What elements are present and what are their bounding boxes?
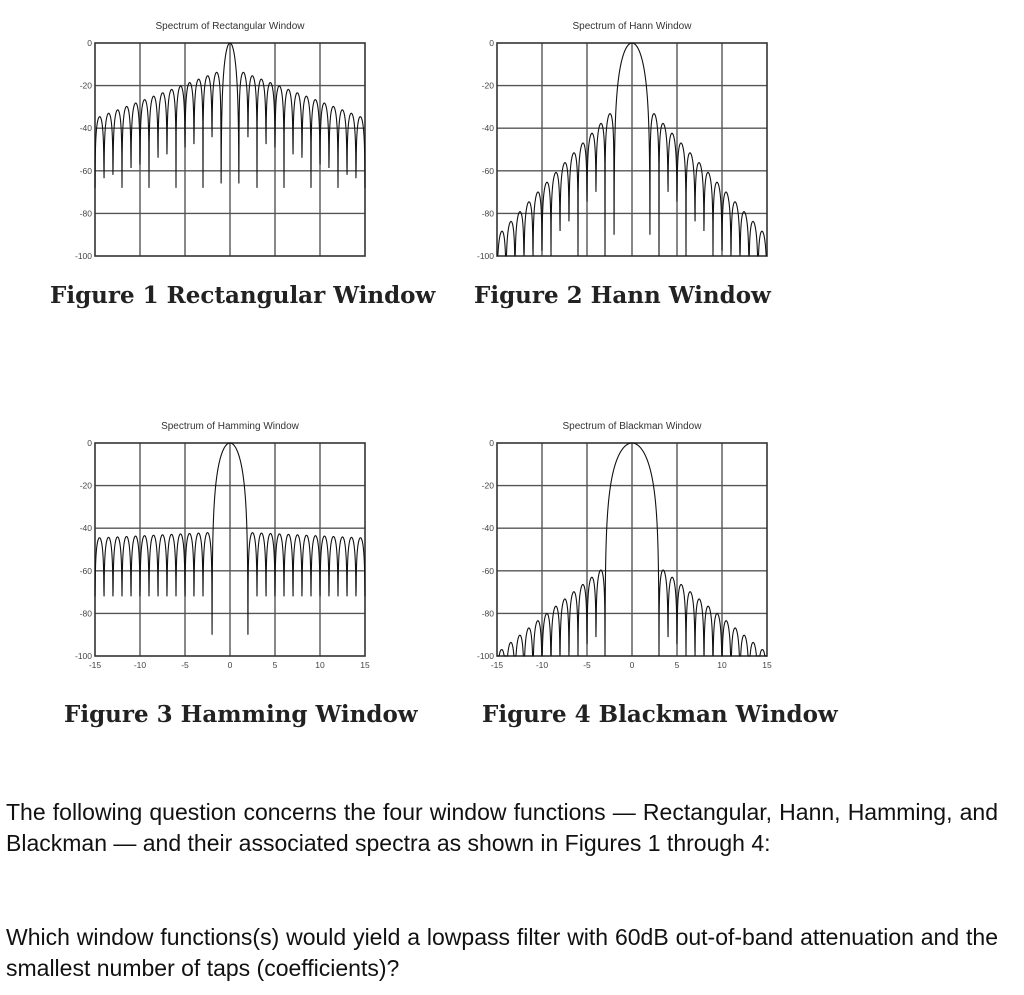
y-tick-label: 0 xyxy=(489,438,494,448)
question-prompt: Which window functions(s) would yield a lowpass filter with 60dB out-of-band attenuation and the smallest number of taps (coefficients)? xyxy=(6,924,998,981)
x-tick-label: -5 xyxy=(583,660,591,670)
x-tick-label: 5 xyxy=(272,660,278,670)
y-tick-label: -40 xyxy=(79,523,92,534)
y-tick-label: 0 xyxy=(87,38,92,48)
y-tick-label: -20 xyxy=(79,80,92,91)
y-tick-label: -100 xyxy=(74,651,92,661)
chart-title: Spectrum of Rectangular Window xyxy=(155,21,305,32)
chart-title: Spectrum of Hamming Window xyxy=(161,421,299,432)
x-tick-label: 15 xyxy=(360,660,370,670)
chart-title: Spectrum of Hann Window xyxy=(572,21,692,32)
y-tick-label: -20 xyxy=(79,480,92,491)
x-tick-label: 0 xyxy=(629,660,635,670)
y-tick-label: -40 xyxy=(481,123,494,134)
figure-2-caption: Figure 2 Hann Window xyxy=(474,282,771,309)
x-tick-label: -15 xyxy=(490,660,504,670)
y-tick-label: -80 xyxy=(79,208,92,219)
x-tick-label: -10 xyxy=(535,660,549,670)
figure-3-caption: Figure 3 Hamming Window xyxy=(64,701,418,728)
y-tick-label: -60 xyxy=(79,165,92,176)
x-tick-label: 5 xyxy=(674,660,680,670)
x-tick-label: -5 xyxy=(181,660,189,670)
y-tick-label: -80 xyxy=(481,208,494,219)
y-tick-label: -60 xyxy=(79,565,92,576)
y-tick-label: 0 xyxy=(87,438,92,448)
y-tick-label: -60 xyxy=(481,165,494,176)
y-tick-label: -100 xyxy=(476,651,494,661)
y-tick-label: -20 xyxy=(481,480,494,491)
y-tick-label: -40 xyxy=(481,523,494,534)
x-tick-label: 15 xyxy=(762,660,772,670)
x-tick-label: 10 xyxy=(315,660,325,670)
y-tick-label: -60 xyxy=(481,565,494,576)
x-tick-label: -10 xyxy=(133,660,147,670)
y-tick-label: 0 xyxy=(489,38,494,48)
y-tick-label: -20 xyxy=(481,80,494,91)
x-tick-label: 10 xyxy=(717,660,727,670)
chart-title: Spectrum of Blackman Window xyxy=(562,421,702,432)
y-tick-label: -100 xyxy=(476,251,494,261)
figure-1-caption: Figure 1 Rectangular Window xyxy=(50,282,436,309)
y-tick-label: -40 xyxy=(79,123,92,134)
figure-4-caption: Figure 4 Blackman Window xyxy=(482,701,838,728)
x-tick-label: 0 xyxy=(227,660,233,670)
x-tick-label: -15 xyxy=(88,660,102,670)
y-tick-label: -80 xyxy=(481,608,494,619)
y-tick-label: -100 xyxy=(74,251,92,261)
y-tick-label: -80 xyxy=(79,608,92,619)
question-intro: The following question concerns the four window functions — Rectangular, Hann, Hamming, and Blackman — and their associated spectra as shown in Figures 1 through 4: xyxy=(6,799,998,856)
